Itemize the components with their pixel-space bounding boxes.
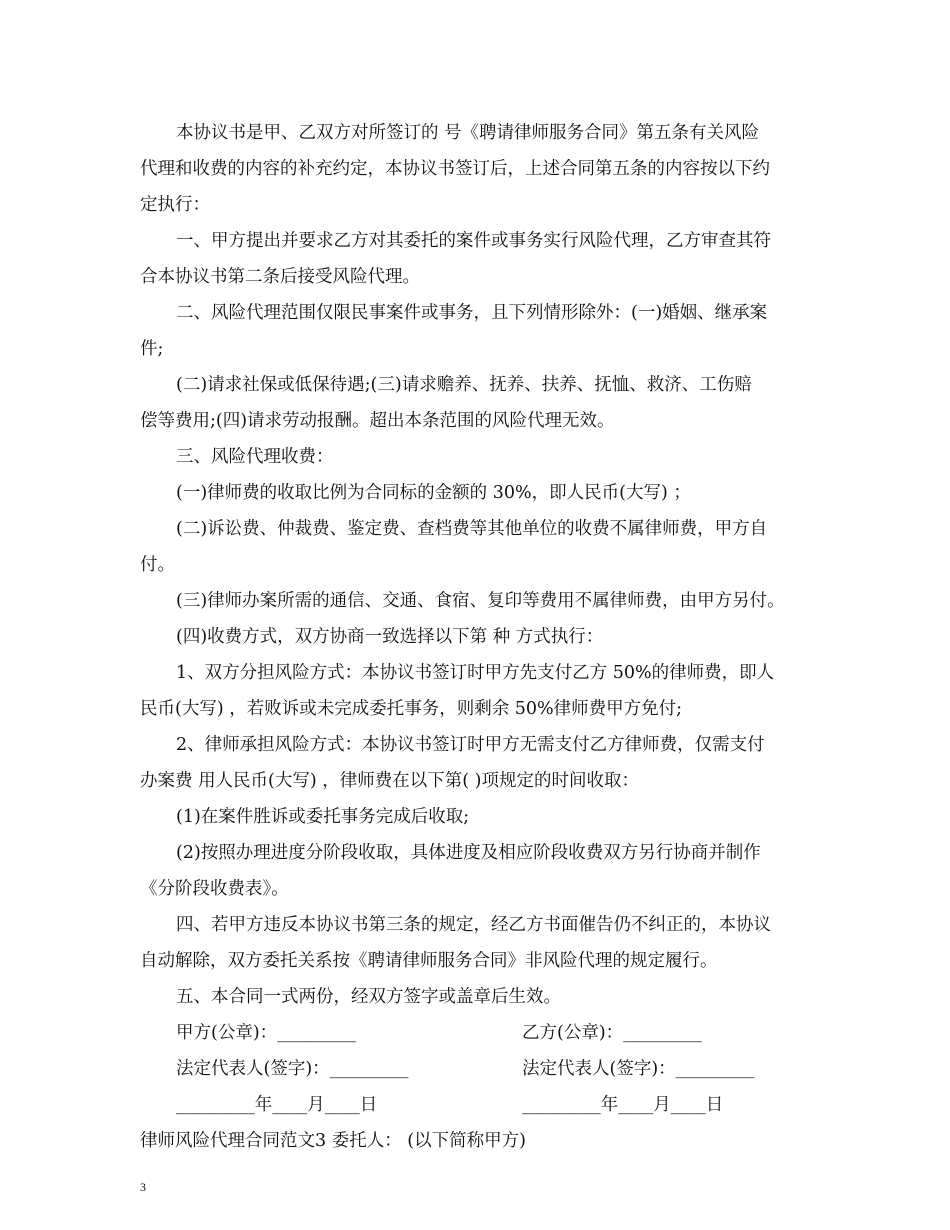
paragraph-text: 偿等费用;(四)请求劳动报酬。超出本条范围的风险代理无效。 bbox=[140, 411, 615, 431]
paragraph-text: (一)律师费的收取比例为合同标的金额的 30%，即人民币(大写) ； bbox=[176, 483, 691, 503]
party-b-representative-field: 法定代表人(签字)：_________ bbox=[522, 1059, 755, 1079]
paragraph-text: (三)律师办案所需的通信、交通、食宿、复印等费用不属律师费，由甲方另付。 bbox=[176, 591, 785, 611]
paragraph-text: (二)请求社保或低保待遇;(三)请求赡养、抚养、扶养、抚恤、救济、工伤赔 bbox=[176, 375, 752, 395]
section-heading: 三、风险代理收费： bbox=[176, 447, 334, 467]
paragraph-text: 代理和收费的内容的补充约定，本协议书签订后，上述合同第五条的内容按以下约 bbox=[140, 159, 770, 179]
party-a-date-field: _________年____月____日 bbox=[176, 1095, 378, 1115]
paragraph-text: 五、本合同一式两份，经双方签字或盖章后生效。 bbox=[176, 987, 561, 1007]
paragraph-text: (1)在案件胜诉或委托事务完成后收取; bbox=[176, 807, 470, 827]
paragraph-text: 《分阶段收费表》。 bbox=[140, 879, 289, 899]
paragraph-text: 定执行： bbox=[140, 195, 210, 215]
page-number: 3 bbox=[140, 1180, 146, 1194]
paragraph-text: 二、风险代理范围仅限民事案件或事务，且下列情形除外：(一)婚姻、继承案 bbox=[176, 303, 768, 323]
paragraph-text: (四)收费方式，双方协商一致选择以下第 种 方式执行： bbox=[176, 627, 604, 647]
paragraph-text: 1、双方分担风险方式：本协议书签订时甲方先支付乙方 50%的律师费，即人 bbox=[176, 663, 775, 683]
paragraph-text: 民币(大写) ，若败诉或未完成委托事务，则剩余 50%律师费甲方免付; bbox=[140, 699, 683, 719]
paragraph-text: 四、若甲方违反本协议书第三条的规定，经乙方书面催告仍不纠正的，本协议 bbox=[176, 915, 771, 935]
paragraph-text: 一、甲方提出并要求乙方对其委托的案件或事务实行风险代理，乙方审查其符 bbox=[176, 231, 771, 251]
paragraph-text: 件; bbox=[140, 339, 164, 359]
paragraph-text: 本协议书是甲、乙双方对所签订的 号《聘请律师服务合同》第五条有关风险 bbox=[176, 123, 760, 143]
paragraph-text: 合本协议书第二条后接受风险代理。 bbox=[140, 267, 420, 287]
paragraph-text: 自动解除，双方委托关系按《聘请律师服务合同》非风险代理的规定履行。 bbox=[140, 951, 718, 971]
paragraph-text: 2、律师承担风险方式：本协议书签订时甲方无需支付乙方律师费，仅需支付 bbox=[176, 735, 765, 755]
paragraph-text: (2)按照办理进度分阶段收取，具体进度及相应阶段收费双方另行协商并制作 bbox=[176, 843, 761, 863]
party-b-date-field: _________年____月____日 bbox=[522, 1095, 724, 1115]
next-document-title: 律师风险代理合同范文3 委托人： (以下简称甲方) bbox=[140, 1131, 526, 1151]
paragraph-text: 办案费 用人民币(大写) ，律师费在以下第( )项规定的时间收取： bbox=[140, 771, 639, 791]
paragraph-text: 付。 bbox=[140, 555, 175, 575]
paragraph-text: (二)诉讼费、仲裁费、鉴定费、查档费等其他单位的收费不属律师费，甲方自 bbox=[176, 519, 768, 539]
party-a-representative-field: 法定代表人(签字)：_________ bbox=[176, 1059, 409, 1079]
party-a-seal-field: 甲方(公章)：_________ bbox=[176, 1023, 356, 1043]
party-b-seal-field: 乙方(公章)：_________ bbox=[522, 1023, 702, 1043]
